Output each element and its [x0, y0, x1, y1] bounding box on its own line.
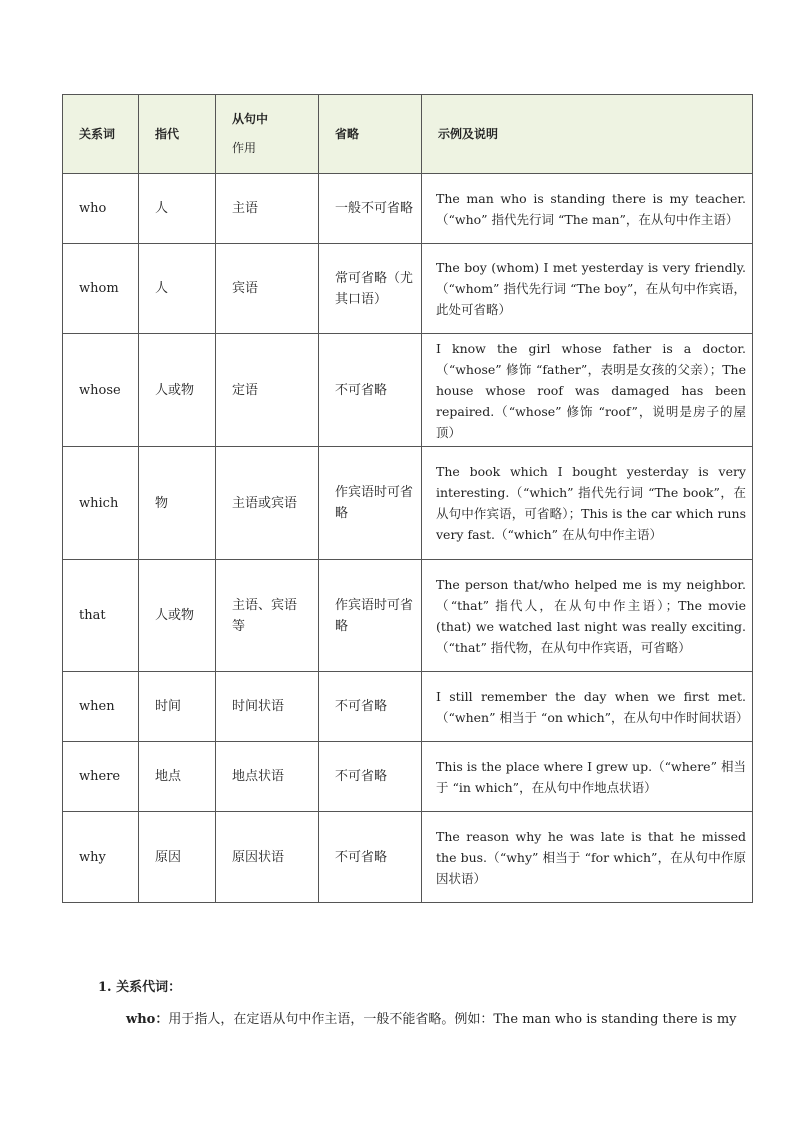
cell-word: where [63, 742, 139, 812]
cell-ref: 原因 [139, 812, 216, 903]
table-row [63, 174, 753, 244]
cell-example: I know the girl whose father is a doctor.（“whose” 修饰 “father”，表明是女孩的父亲）；The house whose roof was damaged has been repaired.（“whose” 修饰 “roof”，说明是房子的屋顶） [422, 334, 753, 447]
table-row [63, 244, 753, 334]
cell-example: The reason why he was late is that he missed the bus.（“why” 相当于 “for which”，在从句中作原因状语） [422, 812, 753, 903]
table-row [63, 672, 753, 742]
header-omit: 省略 [319, 95, 422, 174]
cell-function: 宾语 [216, 244, 319, 334]
cell-omit: 不可省略 [319, 742, 422, 812]
header-function [216, 95, 319, 174]
cell-omit: 一般不可省略 [319, 174, 422, 244]
relative-words-table [62, 94, 753, 903]
cell-function: 主语 [216, 174, 319, 244]
cell-function: 时间状语 [216, 672, 319, 742]
term-description: 用于指人，在定语从句中作主语，一般不能省略。例如：The man who is standing there is my [168, 1012, 737, 1027]
cell-function: 主语或宾语 [216, 447, 319, 560]
cell-omit: 作宾语时可省略 [319, 560, 422, 672]
cell-ref: 人或物 [139, 334, 216, 447]
cell-omit: 不可省略 [319, 672, 422, 742]
header-function-line1: 从句中 [232, 112, 269, 126]
header-function-line2: 作用 [232, 141, 257, 155]
cell-example: This is the place where I grew up.（“where” 相当于 “in which”，在从句中作地点状语） [422, 742, 753, 812]
cell-word: that [63, 560, 139, 672]
cell-omit: 作宾语时可省略 [319, 447, 422, 560]
table-row [63, 560, 753, 672]
cell-example: The book which I bought yesterday is very interesting.（“which” 指代先行词 “The book”，在从句中作宾语，可省略）；This is the car which runs very fast.（“which” 在从句中作主语） [422, 447, 753, 560]
cell-function: 定语 [216, 334, 319, 447]
body-paragraph [126, 1008, 737, 1027]
cell-example: I still remember the day when we first met.（“when” 相当于 “on which”，在从句中作时间状语） [422, 672, 753, 742]
cell-function: 地点状语 [216, 742, 319, 812]
header-ref: 指代 [139, 95, 216, 174]
section-title: 1. 关系代词： [98, 980, 182, 995]
header-word: 关系词 [63, 95, 139, 174]
table-header-row [63, 95, 753, 174]
table-row [63, 812, 753, 903]
cell-word: when [63, 672, 139, 742]
cell-example: The person that/who helped me is my neighbor.（“that” 指代人，在从句中作主语）；The movie (that) we watched last night was really exciting.（“that” 指代物，在从句中作宾语，可省略） [422, 560, 753, 672]
cell-ref: 人或物 [139, 560, 216, 672]
cell-word: who [63, 174, 139, 244]
cell-function: 主语、宾语等 [216, 560, 319, 672]
cell-omit: 不可省略 [319, 812, 422, 903]
cell-ref: 人 [139, 174, 216, 244]
table-row [63, 334, 753, 447]
cell-word: whose [63, 334, 139, 447]
cell-word: why [63, 812, 139, 903]
cell-ref: 时间 [139, 672, 216, 742]
cell-word: which [63, 447, 139, 560]
cell-example: The boy (whom) I met yesterday is very friendly.（“whom” 指代先行词 “The boy”，在从句中作宾语，此处可省略） [422, 244, 753, 334]
term-label: who： [126, 1012, 169, 1027]
table-row [63, 742, 753, 812]
table-body [63, 174, 753, 903]
cell-omit: 常可省略（尤其口语） [319, 244, 422, 334]
table-row [63, 447, 753, 560]
cell-ref: 物 [139, 447, 216, 560]
cell-ref: 人 [139, 244, 216, 334]
cell-word: whom [63, 244, 139, 334]
cell-example: The man who is standing there is my teacher.（“who” 指代先行词 “The man”，在从句中作主语） [422, 174, 753, 244]
cell-ref: 地点 [139, 742, 216, 812]
header-example: 示例及说明 [422, 95, 753, 174]
cell-function: 原因状语 [216, 812, 319, 903]
cell-omit: 不可省略 [319, 334, 422, 447]
